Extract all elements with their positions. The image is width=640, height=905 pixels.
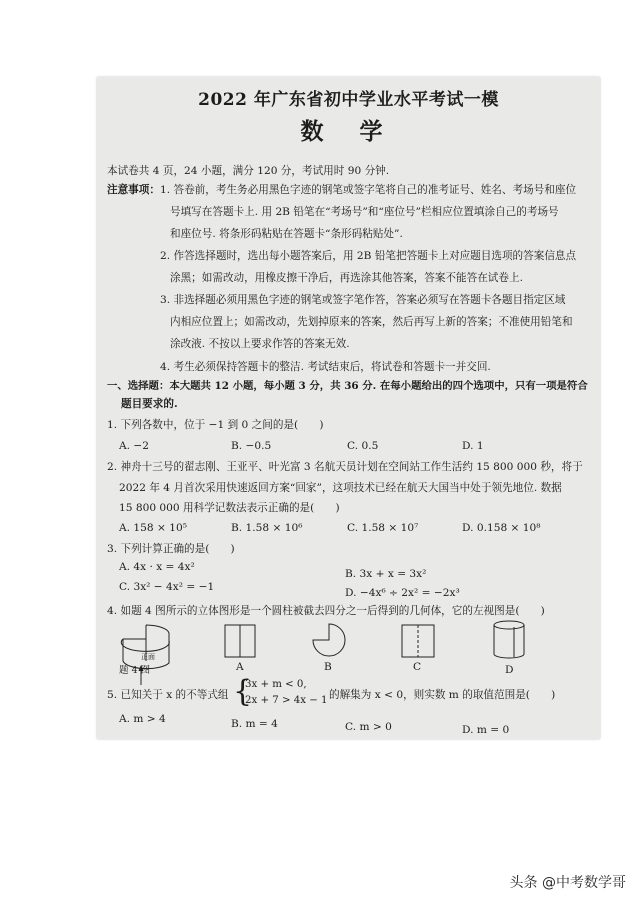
question-2-stem: 2. 神舟十三号的翟志刚、王亚平、叶光富 3 名航天员计划在空间站工作生活约 15 800 000 秒，将于 xyxy=(107,461,583,473)
inequality-2: 2x + 7 > 4x − 1 xyxy=(245,695,328,706)
exam-paper xyxy=(97,77,600,739)
q5-option-d: D. m = 0 xyxy=(462,724,510,736)
q5-option-c: C. m > 0 xyxy=(345,721,392,733)
option-b-label: B xyxy=(324,661,332,673)
brace-icon: { xyxy=(233,674,253,709)
q2-option-b: B. 1.58 × 10⁶ xyxy=(231,522,303,534)
option-d-view xyxy=(492,619,526,661)
notice-line: 内相应位置上；如需改动，先划掉原来的答案，然后再写上新的答案；不准使用铅笔和 xyxy=(170,316,573,328)
question-5-stem: 5. 已知关于 x 的不等式组 xyxy=(107,689,229,701)
q1-option-a: A. −2 xyxy=(119,440,150,452)
question-3-stem: 3. 下列计算正确的是( ) xyxy=(107,543,235,555)
q2-option-d: D. 0.158 × 10⁸ xyxy=(462,522,541,534)
question-4-stem: 4. 如题 4 图所示的立体图形是一个圆柱被截去四分之一后得到的几何体，它的左视图是( ) xyxy=(107,605,545,617)
notice-line: 2. 作答选择题时，选出每小题答案后，用 2B 铅笔把答题卡上对应题目选项的答案信息点 xyxy=(160,250,577,262)
notice-line: 和座位号. 将条形码粘贴在答题卡“条形码粘贴处”. xyxy=(170,228,403,240)
option-a-view xyxy=(224,624,256,658)
exam-title: 2022 年广东省初中学业水平考试一模 xyxy=(198,90,499,110)
question-2-stem-line: 15 800 000 用科学记数法表示正确的是( ) xyxy=(119,502,340,514)
notice-line: 3. 非选择题必须用黑色字迹的钢笔或签字笔作答，答案必须写在答题卡各题目指定区域 xyxy=(160,294,566,306)
option-c-label: C xyxy=(413,661,422,673)
exam-subject: 数 学 xyxy=(300,118,397,145)
notice-line: 4. 考生必须保持答题卡的整洁. 考试结束后，将试卷和答题卡一并交回. xyxy=(160,361,491,373)
q1-option-c: C. 0.5 xyxy=(347,440,379,452)
option-d-label: D xyxy=(505,664,514,676)
section-heading-cont: 题目要求的. xyxy=(121,398,178,410)
q5-option-b: B. m = 4 xyxy=(231,718,278,730)
q3-option-b: B. 3x + x = 3x² xyxy=(345,568,427,580)
q1-option-b: B. −0.5 xyxy=(231,440,272,452)
q3-option-a: A. 4x · x = 4x² xyxy=(119,561,195,573)
question-5-stem-suffix: 的解集为 x < 0，则实数 m 的取值范围是( ) xyxy=(329,689,556,701)
q2-option-a: A. 158 × 10⁵ xyxy=(119,522,187,534)
q1-option-d: D. 1 xyxy=(462,440,484,452)
notice-line: 涂黑；如需改动，用橡皮擦干净后，再选涂其他答案，答案不能答在试卷上. xyxy=(170,272,523,284)
notice-line: 号填写在答题卡上. 用 2B 铅笔在“考场号”和“座位号”栏相应位置填涂自己的考场号 xyxy=(170,206,559,218)
section-heading: 一、选择题：本大题共 12 小题，每小题 3 分，共 36 分. 在每小题给出的四个选项中，只有一项是符合 xyxy=(107,380,588,392)
watermark: 头条 @中考数学哥 xyxy=(509,875,626,891)
question-1-stem: 1. 下列各数中，位于 −1 到 0 之间的是( ) xyxy=(107,419,324,431)
front-label: 正面 xyxy=(141,653,155,661)
q2-option-c: C. 1.58 × 10⁷ xyxy=(347,522,419,534)
inequality-1: 3x + m < 0, xyxy=(245,679,307,690)
notice-line: 1. 答卷前，考生务必用黑色字迹的钢笔或签字笔将自己的准考证号、姓名、考场号和座位 xyxy=(160,184,577,196)
option-a-label: A xyxy=(236,661,244,673)
notice-line: 涂改液. 不按以上要求作答的答案无效. xyxy=(170,338,350,350)
q3-option-c: C. 3x² − 4x² = −1 xyxy=(119,581,215,593)
option-b-view xyxy=(311,622,347,658)
exam-info: 本试卷共 4 页，24 小题，满分 120 分，考试用时 90 分钟. xyxy=(107,165,390,177)
q5-option-a: A. m > 4 xyxy=(119,713,166,725)
figure-caption: 题 4 图 xyxy=(119,665,151,676)
question-2-stem-line: 2022 年 4 月首次采用快速返回方案“回家”，这项技术已经在航天大国当中处于领先地位. 数据 xyxy=(119,482,562,494)
notice-label: 注意事项： xyxy=(107,184,160,196)
option-c-view xyxy=(401,624,435,658)
q3-option-d: D. −4x⁶ ÷ 2x² = −2x³ xyxy=(345,587,460,599)
